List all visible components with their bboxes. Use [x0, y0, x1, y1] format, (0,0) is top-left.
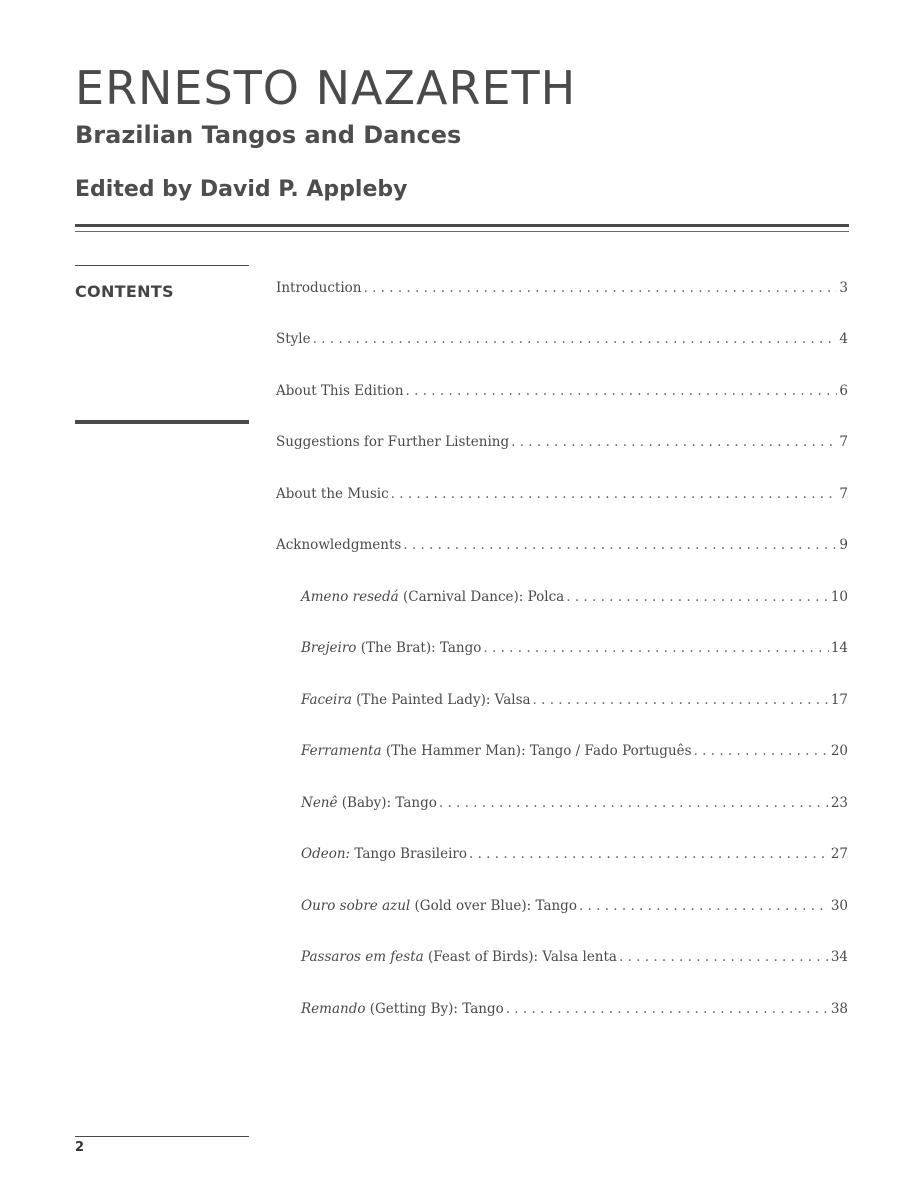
dot-leader [533, 692, 829, 708]
toc-work-entry[interactable] [276, 571, 848, 623]
toc-work-title [301, 846, 467, 862]
dot-leader [506, 1001, 829, 1017]
header-rule-thick [75, 224, 849, 227]
toc-work-entry[interactable] [276, 829, 848, 881]
toc-entry-title: Suggestions for Further Listening [276, 434, 510, 451]
toc-page-number: 17 [830, 691, 848, 708]
work-title-description: (The Brat): Tango [356, 640, 482, 657]
work-title-italic: Faceira [301, 691, 352, 708]
toc-page-number: 30 [830, 897, 848, 914]
toc-work-entry[interactable] [276, 932, 848, 984]
dot-leader [579, 898, 829, 914]
work-title-description: (Baby): Tango [337, 794, 437, 811]
work-title-description: (Feast of Birds): Valsa lenta [423, 949, 617, 966]
toc-page-number: 23 [830, 794, 848, 811]
work-title-description: (Getting By): Tango [365, 1000, 504, 1017]
dot-leader [469, 846, 829, 862]
toc-entry[interactable] [276, 468, 848, 520]
toc-entry[interactable] [276, 417, 848, 469]
work-title-description: (Gold over Blue): Tango [410, 897, 577, 914]
dot-leader [313, 331, 838, 347]
toc-page-number: 27 [830, 846, 848, 863]
dot-leader [391, 486, 838, 502]
toc-entry[interactable] [276, 314, 848, 366]
dot-leader [694, 743, 829, 759]
editor-credit: Edited by David P. Appleby [75, 177, 408, 202]
sidebar-divider-rule [75, 420, 249, 424]
contents-top-rule [75, 265, 249, 266]
folio-rule [75, 1136, 249, 1137]
toc-page-number: 7 [839, 485, 848, 502]
toc-entry-title: About the Music [276, 485, 389, 502]
work-title-italic: Ameno resedá [301, 588, 399, 605]
toc-entry-title: Introduction [276, 279, 362, 296]
toc-page-number: 20 [830, 743, 848, 760]
toc-work-title [301, 1001, 504, 1017]
work-title-description: (The Hammer Man): Tango / Fado Português [381, 743, 692, 760]
work-title-italic: Ferramenta [301, 743, 382, 760]
contents-label: CONTENTS [75, 282, 174, 301]
toc-page-number: 7 [839, 434, 848, 451]
toc-work-title [301, 795, 437, 811]
work-title-description: (The Painted Lady): Valsa [351, 691, 531, 708]
work-title-italic: Passaros em festa [301, 949, 424, 966]
toc-work-entry[interactable] [276, 777, 848, 829]
dot-leader [364, 280, 838, 296]
table-of-contents [276, 262, 848, 1035]
toc-work-entry[interactable] [276, 880, 848, 932]
book-subtitle: Brazilian Tangos and Dances [75, 121, 462, 149]
work-title-italic: Remando [301, 1000, 366, 1017]
dot-leader [566, 589, 829, 605]
work-title-italic: Brejeiro [301, 640, 357, 657]
header-rule-thin [75, 231, 849, 232]
toc-page-number: 4 [839, 331, 848, 348]
dot-leader [406, 383, 838, 399]
dot-leader [511, 434, 837, 450]
dot-leader [439, 795, 829, 811]
work-title-description: Tango Brasileiro [350, 846, 468, 863]
toc-work-title [301, 692, 531, 708]
work-title-description: (Carnival Dance): Polca [398, 588, 565, 605]
toc-work-entry[interactable] [276, 674, 848, 726]
toc-work-title [301, 640, 481, 656]
toc-page-number: 9 [839, 537, 848, 554]
toc-work-entry[interactable] [276, 623, 848, 675]
toc-work-title [301, 898, 577, 914]
page-number: 2 [75, 1140, 85, 1155]
toc-entry[interactable] [276, 520, 848, 572]
toc-work-title [301, 743, 692, 759]
toc-page-number: 10 [830, 588, 848, 605]
toc-page-number: 14 [830, 640, 848, 657]
toc-work-entry[interactable] [276, 983, 848, 1035]
toc-page-number: 3 [839, 279, 848, 296]
toc-page-number: 6 [839, 382, 848, 399]
book-title: ERNESTO NAZARETH [75, 61, 577, 115]
toc-entry[interactable] [276, 262, 848, 314]
work-title-italic: Nenê [301, 794, 338, 811]
toc-entry[interactable] [276, 365, 848, 417]
work-title-italic: Ouro sobre azul [301, 897, 411, 914]
dot-leader [403, 537, 837, 553]
dot-leader [483, 640, 828, 656]
toc-work-title [301, 949, 617, 965]
toc-work-entry[interactable] [276, 726, 848, 778]
toc-entry-title: Acknowledgments [276, 537, 402, 554]
toc-work-title [301, 589, 564, 605]
dot-leader [619, 949, 829, 965]
toc-page-number: 34 [830, 949, 848, 966]
work-title-italic: Odeon: [301, 846, 351, 863]
toc-entry-title: About This Edition [276, 382, 404, 399]
toc-entry-title: Style [276, 331, 311, 348]
toc-page-number: 38 [830, 1000, 848, 1017]
